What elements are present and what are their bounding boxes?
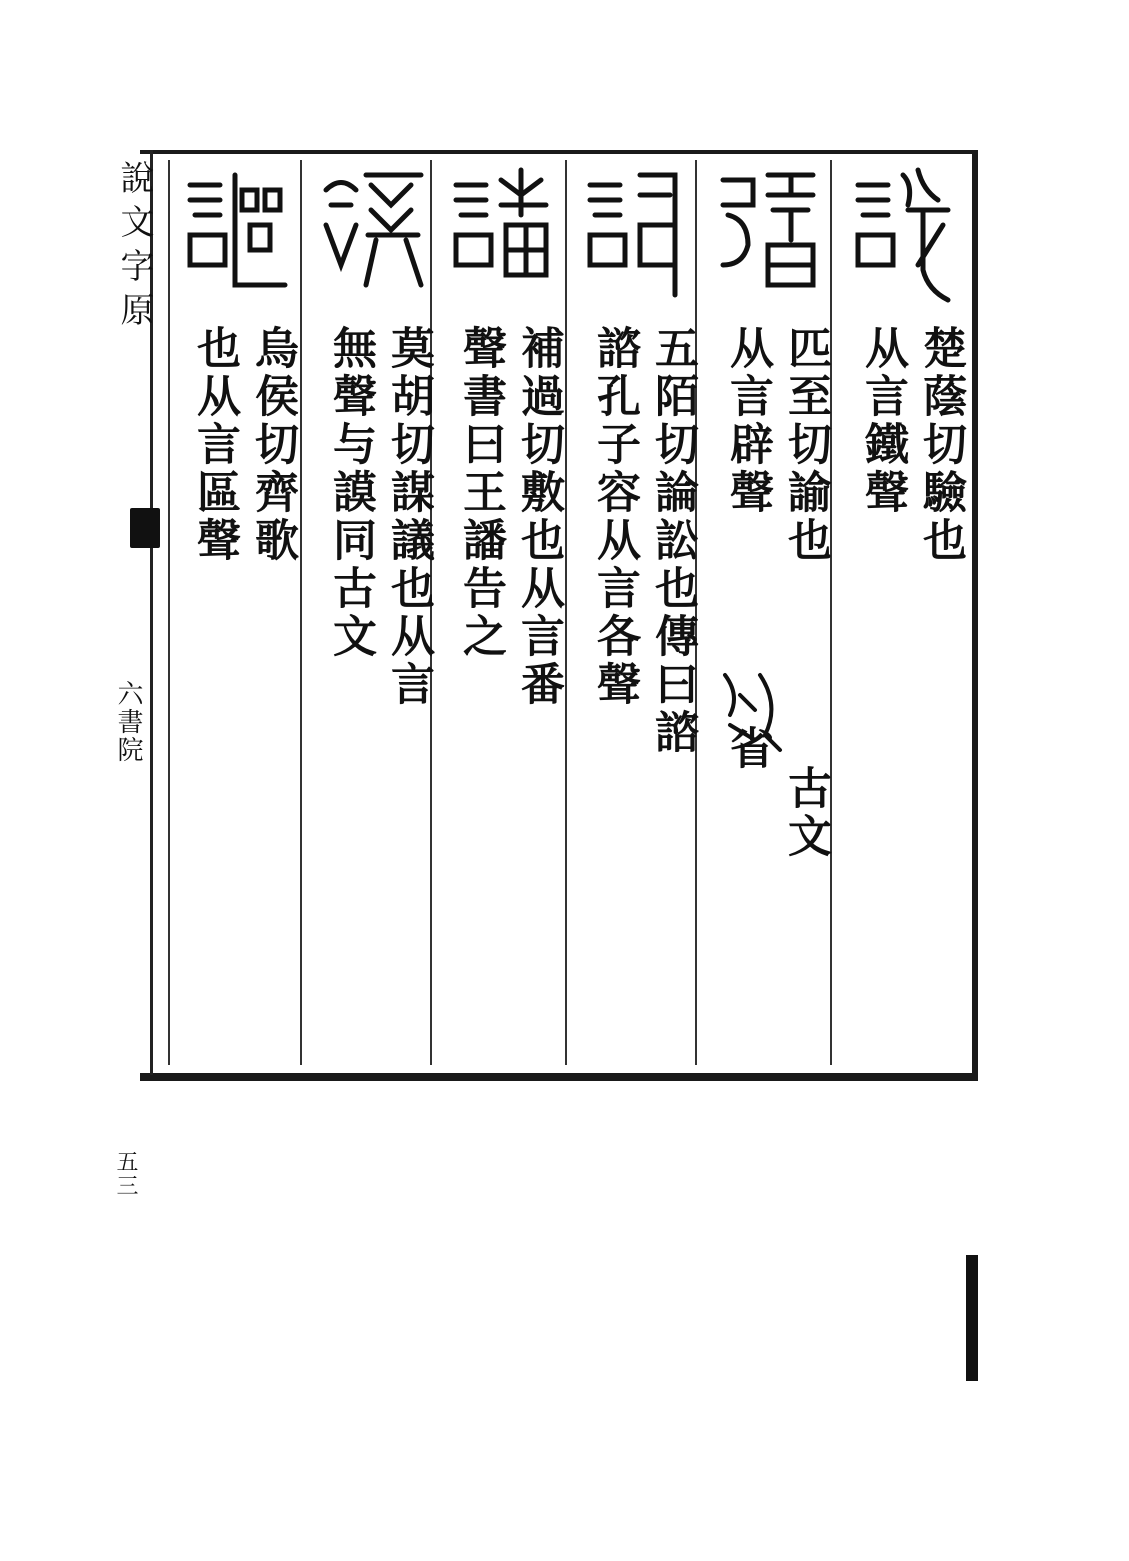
- entry-line: 烏侯切齊歌: [247, 325, 298, 565]
- entry-column-4: [438, 165, 568, 1065]
- seal-glyph-icon: [580, 165, 690, 305]
- entry-line: 補過切敷也从言番: [513, 325, 564, 709]
- seal-glyph-icon: [316, 165, 426, 305]
- seal-character-pi: [705, 165, 831, 315]
- entry-column-3: [572, 165, 702, 1065]
- entry-line: 也从言區聲: [189, 325, 240, 565]
- frame-right-border: [972, 150, 978, 1081]
- seal-glyph-icon: [848, 165, 958, 305]
- margin-page-number: 五三: [113, 1150, 138, 1198]
- entry-line: 从言鐵聲: [857, 325, 908, 517]
- seal-character-bo: [438, 165, 564, 315]
- frame-top-border: [140, 150, 978, 154]
- entry-column-2: [705, 165, 835, 1065]
- frame-bottom-border: [140, 1073, 978, 1081]
- variant-note: 省: [722, 725, 773, 773]
- entry-column-1: [840, 165, 970, 1065]
- fish-tail-mark: [130, 508, 160, 548]
- entry-line: 無聲与謨同古文: [325, 325, 376, 661]
- frame-edge-mark: [966, 1255, 978, 1381]
- entry-line: 匹至切諭也: [780, 325, 831, 565]
- entry-line: 五陌切論訟也傳曰諮: [647, 325, 698, 757]
- seal-glyph-icon: [713, 165, 823, 305]
- entry-line: 聲書曰王譒告之: [455, 325, 506, 661]
- seal-character-mo: [308, 165, 434, 315]
- seal-character-ou: [172, 165, 298, 315]
- entry-line: 楚蔭切驗也: [915, 325, 966, 565]
- variant-label: 古文: [780, 765, 831, 861]
- entry-line: 从言辟聲: [722, 325, 773, 517]
- entry-line: 諮孔子容从言各聲: [589, 325, 640, 709]
- entry-column-6: [172, 165, 302, 1065]
- entry-column-5: [308, 165, 438, 1065]
- seal-character-chan: [840, 165, 966, 315]
- column-divider: [168, 160, 170, 1065]
- margin-section: 六書院: [113, 680, 143, 764]
- seal-glyph-icon: [446, 165, 556, 305]
- entry-line: 莫胡切謀議也从言: [383, 325, 434, 709]
- margin-title: 說文字原: [114, 160, 154, 336]
- seal-character-e: [572, 165, 698, 315]
- seal-glyph-icon: [180, 165, 290, 305]
